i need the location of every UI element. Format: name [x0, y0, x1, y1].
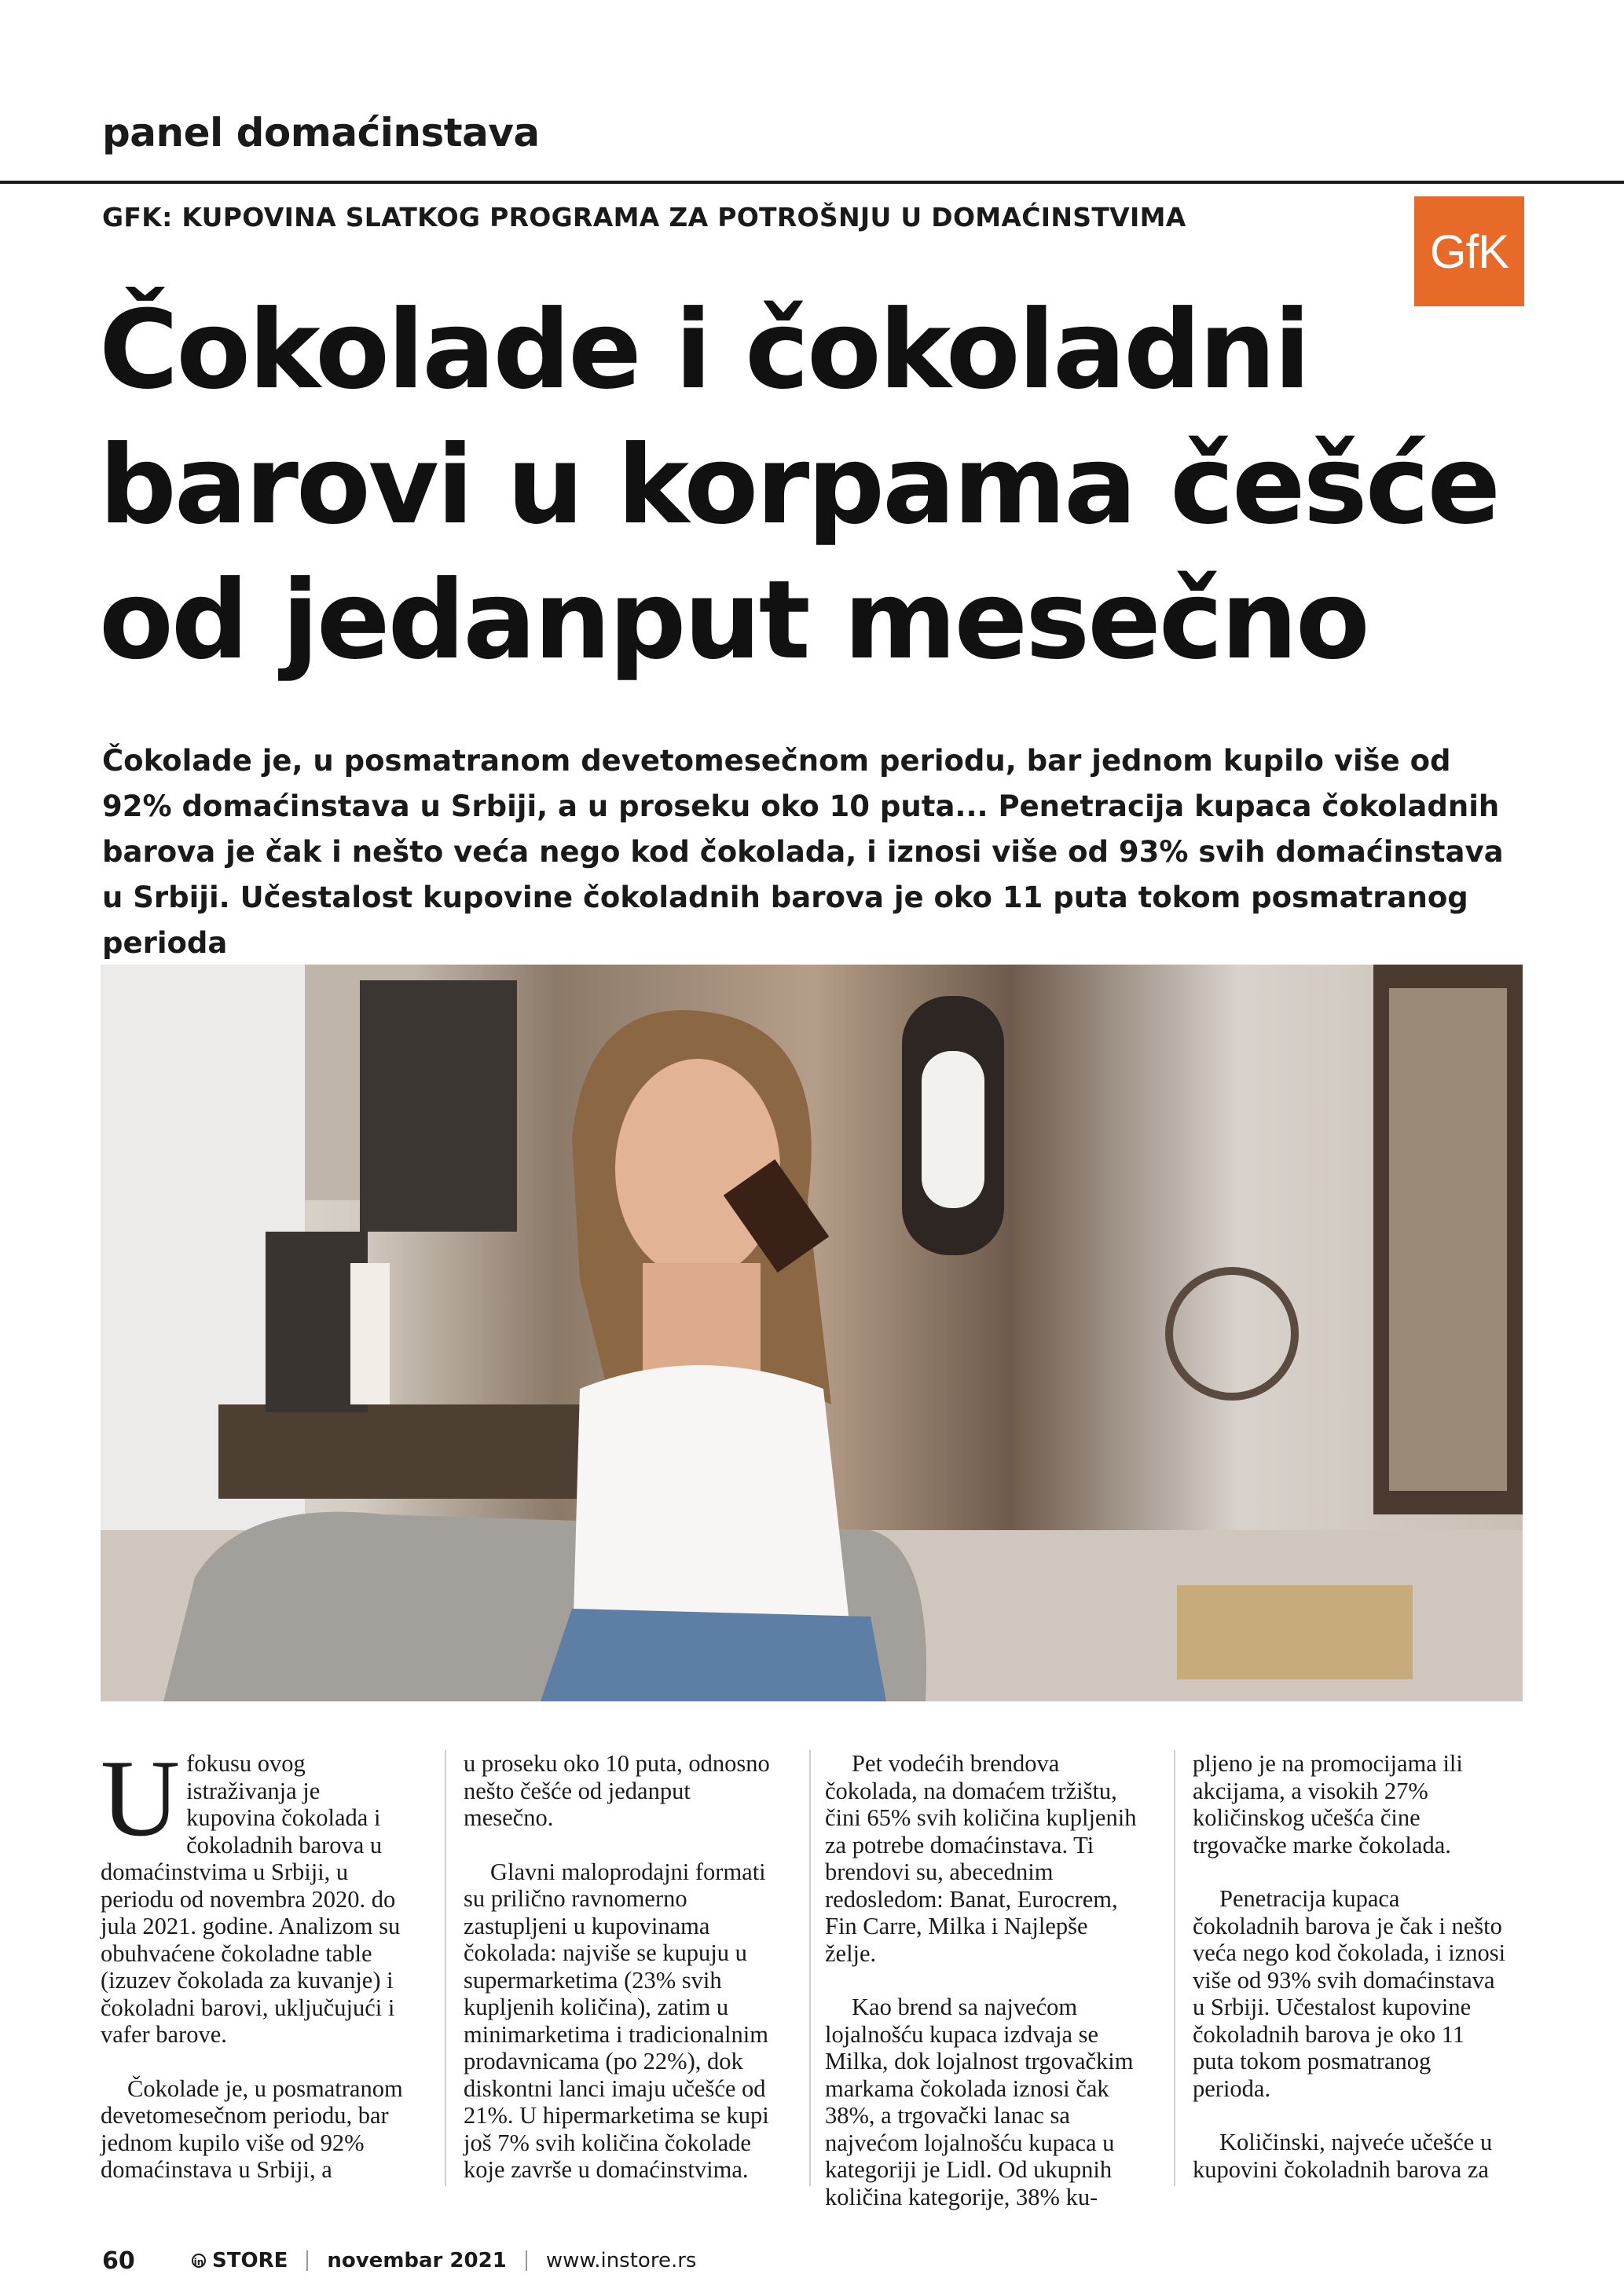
paragraph: Čokolade je, u posmatranom devetomesečnom periodu, bar jednom kupilo više od 92% domaćinstava u Srbiji, a	[101, 2074, 403, 2183]
headline-line: Čokolade i čokoladni	[99, 287, 1309, 413]
article-body	[101, 1738, 1523, 2210]
column-divider	[445, 1750, 446, 2186]
magazine-brand	[192, 2249, 288, 2272]
paragraph: Pet vodećih brendova čokolada, na domaćem tržištu, čini 65% svih količina kupljenih za potrebe domaćinstava. Ti brendovi su, abecednim redosledom: Banat, Eurocrem, Fin Carre, Milka i Najlepše želje.	[825, 1750, 1137, 1967]
page-number: 60	[102, 2247, 135, 2275]
body-column-3	[825, 1750, 1139, 2210]
paragraph: Penetracija kupaca čokoladnih barova je čak i nešto veća nego kod čokolada, i iznosi više od 93% svih domaćinstava u Srbiji. Učestalost kupovine čokoladnih barova je oko 11 puta tokom posmatranog perioda.	[1193, 1885, 1506, 2102]
body-column-1	[101, 1738, 415, 2190]
paragraph: pljeno je na promocijama ili akcijama, a visokih 27% količinskog učešća čine trgovačke marke čokolada.	[1193, 1750, 1463, 1858]
body-column-4	[1193, 1750, 1507, 2190]
issue-date: novembar 2021	[327, 2249, 507, 2272]
brand-name: STORE	[212, 2249, 288, 2272]
footer-separator	[526, 2250, 527, 2271]
website-url[interactable]: www.instore.rs	[545, 2249, 697, 2272]
header-rule	[0, 181, 1624, 184]
section-label: panel domaćinstava	[102, 110, 540, 156]
gfk-logo-text: GfK	[1429, 225, 1509, 278]
column-divider	[1174, 1750, 1175, 2186]
page-footer	[102, 2245, 696, 2276]
paragraph: fokusu ovog istraživanja je kupovina čokolada i čokoladnih barova u domaćinstvima u Srbiji, u periodu od novembra 2020. do jula 2021. godine. Analizom su obuhvaćene čokoladne table (izuzev čokolada za kuvanje) i čokoladni barovi, uključujući i vafer barove.	[101, 1750, 401, 2048]
paragraph: Količinski, najveće učešće u kupovini čokoladnih barova za	[1193, 2129, 1493, 2183]
instore-logo-icon: in	[192, 2254, 206, 2268]
headline-line: od jedanput mesečno	[99, 557, 1368, 683]
article-kicker: GFK: KUPOVINA SLATKOG PROGRAMA ZA POTROŠNJU U DOMAĆINSTVIMA	[102, 202, 1186, 233]
article-photo	[101, 965, 1523, 1701]
paragraph: Kao brend sa najvećom lojalnošću kupaca izdvaja se Milka, dok lojalnost trgovačkim markama čokolada iznosi čak 38%, a trgovački lanac sa najvećom lojalnošću kupaca u kategoriji je Lidl. Od ukupnih količina kategorije, 38% ku-	[825, 1994, 1134, 2210]
photo-illustration	[101, 965, 1523, 1701]
article-lead: Čokolade je, u posmatranom devetomesečnom periodu, bar jednom kupilo više od 92% domaćinstava u Srbiji, a u proseku oko 10 puta... Penetracija kupaca čokoladnih barova je čak i nešto veća nego kod čokolada, i iznosi više od 93% svih domaćinstava u Srbiji. Učestalost kupovine čokoladnih barova je oko 11 puta tokom posmatranog perioda	[102, 744, 1504, 960]
footer-separator	[306, 2250, 308, 2271]
paragraph: u proseku oko 10 puta, odnosno nešto češće od jedanput mesečno.	[464, 1750, 770, 1831]
body-column-2	[464, 1750, 778, 2190]
headline-line: barovi u korpama češće	[99, 422, 1499, 548]
column-divider	[809, 1750, 811, 2186]
paragraph: Glavni maloprodajni formati su prilično ravnomerno zastupljeni u kupovinama čokolada: najviše se kupuju u supermarketima (23% svih kupljenih količina), zatim u minimarketima i tradicionalnim prodavnicama (po 22%), dok diskontni lanci imaju učešće od 21%. U hipermarketima se kupi još 7% svih količina čokolade koje završe u domaćinstvima.	[464, 1858, 769, 2183]
article-headline	[99, 283, 1513, 688]
dropcap: U	[101, 1738, 181, 1859]
